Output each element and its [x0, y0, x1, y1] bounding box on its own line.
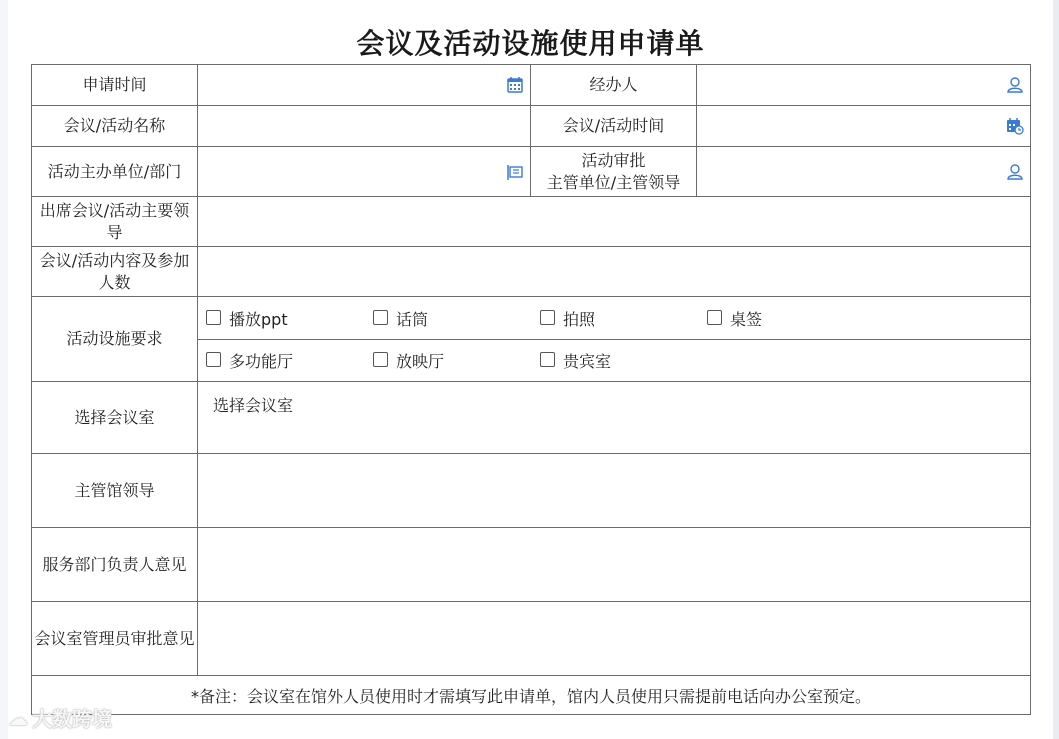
option-screening[interactable] — [373, 349, 540, 372]
org-icon[interactable] — [506, 163, 524, 181]
watermark — [8, 703, 112, 732]
watermark-logo-icon: ☁ — [8, 705, 28, 730]
handler-field[interactable] — [697, 65, 1031, 106]
event-time-field[interactable] — [697, 106, 1031, 147]
apply-time-field[interactable] — [198, 65, 531, 106]
label-leaders: 出席会议/活动主要领导 — [32, 197, 198, 247]
label-apply-time: 申请时间 — [32, 65, 198, 106]
option-hall[interactable] — [206, 349, 373, 372]
facility-options-row1 — [198, 297, 1031, 340]
option-photo-label: 拍照 — [563, 309, 596, 329]
option-hall-label: 多功能厅 — [229, 352, 294, 371]
checkbox-sign[interactable] — [707, 310, 722, 325]
label-event-time: 会议/活动时间 — [531, 106, 697, 147]
application-form — [31, 64, 1031, 715]
approver-line1: 活动审批 — [581, 150, 646, 170]
option-ppt-label: 播放ppt — [229, 309, 288, 329]
form-note: *备注：会议室在馆外人员使用时才需填写此申请单，馆内人员使用只需提前电话向办公室预定。 — [32, 676, 1031, 715]
checkbox-mic[interactable] — [373, 310, 388, 325]
checkbox-screening[interactable] — [373, 352, 388, 367]
checkbox-photo[interactable] — [540, 310, 555, 325]
service-head-field[interactable] — [198, 528, 1031, 602]
option-photo[interactable] — [540, 307, 707, 330]
calendar-clock-icon[interactable] — [1006, 117, 1024, 135]
label-facility: 活动设施要求 — [32, 297, 198, 382]
option-ppt[interactable] — [206, 307, 373, 330]
label-content: 会议/活动内容及参加人数 — [32, 247, 198, 297]
option-vip[interactable] — [540, 349, 707, 372]
label-room: 选择会议室 — [32, 382, 198, 454]
room-select-label[interactable]: 选择会议室 — [212, 396, 293, 415]
option-sign-label: 桌签 — [730, 309, 763, 329]
facility-options-row2 — [198, 340, 1031, 382]
supervisor-field[interactable] — [198, 454, 1031, 528]
checkbox-hall[interactable] — [206, 352, 221, 367]
checkbox-vip[interactable] — [540, 352, 555, 367]
content-field[interactable] — [198, 247, 1031, 297]
form-sheet — [8, 0, 1053, 739]
leaders-field[interactable] — [198, 197, 1031, 247]
approver-line2: 主管单位/主管领导 — [546, 172, 681, 192]
scrollbar[interactable] — [1053, 0, 1059, 739]
option-mic[interactable] — [373, 307, 540, 330]
option-mic-label: 话筒 — [396, 309, 429, 329]
option-vip-label: 贵宾室 — [563, 352, 612, 371]
checkbox-ppt[interactable] — [206, 310, 221, 325]
label-service-head: 服务部门负责人意见 — [32, 528, 198, 602]
label-event-name: 会议/活动名称 — [32, 106, 198, 147]
label-approver — [531, 147, 697, 197]
calendar-icon[interactable] — [506, 76, 524, 94]
label-room-admin: 会议室管理员审批意见 — [32, 602, 198, 676]
organizer-field[interactable] — [198, 147, 531, 197]
label-handler: 经办人 — [531, 65, 697, 106]
room-select-field[interactable] — [198, 382, 1031, 454]
option-sign[interactable] — [707, 307, 874, 330]
page-title: 会议及活动设施使用申请单 — [356, 27, 705, 60]
approver-field[interactable] — [697, 147, 1031, 197]
event-name-field[interactable] — [198, 106, 531, 147]
user-icon[interactable] — [1006, 163, 1024, 181]
label-organizer: 活动主办单位/部门 — [32, 147, 198, 197]
user-icon[interactable] — [1006, 76, 1024, 94]
room-admin-field[interactable] — [198, 602, 1031, 676]
option-screening-label: 放映厅 — [396, 352, 445, 371]
label-supervisor: 主管馆领导 — [32, 454, 198, 528]
watermark-text: 大数跨境 — [32, 707, 112, 731]
